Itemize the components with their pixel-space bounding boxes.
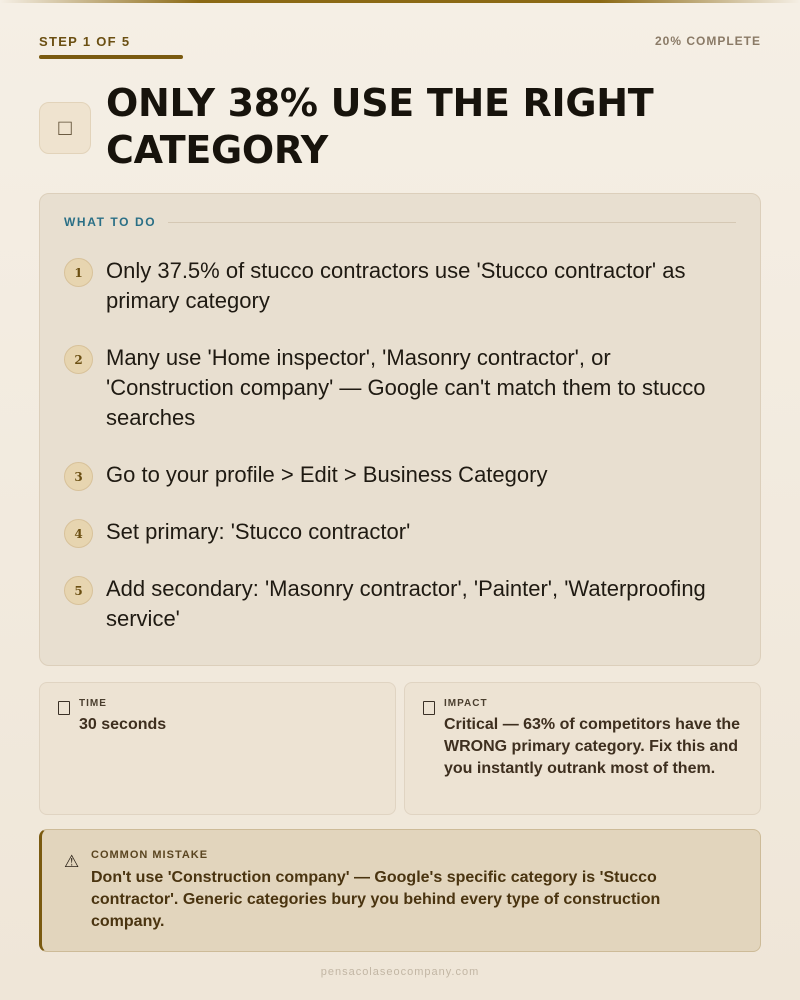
progress-bar-fill	[39, 55, 183, 59]
step-text: Only 37.5% of stucco contractors use 'Stucco contractor' as primary category	[106, 258, 686, 313]
impact-label: IMPACT	[444, 698, 488, 709]
common-mistake-callout	[39, 829, 761, 952]
section-divider	[168, 222, 736, 223]
progress-percentage: 20% COMPLETE	[654, 34, 761, 48]
time-label: TIME	[79, 698, 107, 709]
step-item	[64, 343, 724, 433]
time-value: 30 seconds	[79, 716, 167, 733]
step-text: Many use 'Home inspector', 'Masonry contractor', or 'Construction company' — Google can't match them to stucco searches	[106, 345, 706, 430]
impact-value: Critical — 63% of competitors have the WRONG primary category. Fix this and you instantly outrank most of them.	[444, 716, 741, 777]
top-accent-bar	[0, 0, 800, 3]
step-item	[64, 460, 724, 490]
step-text: Set primary: 'Stucco contractor'	[106, 519, 411, 544]
step-text: Add secondary: 'Masonry contractor', 'Painter', 'Waterproofing service'	[106, 576, 706, 631]
section-label: WHAT TO DO	[64, 215, 157, 229]
step-item	[64, 517, 724, 547]
step-item	[64, 574, 724, 634]
clock-icon	[58, 701, 70, 715]
chart-icon	[423, 701, 435, 715]
step-indicator: STEP 1 OF 5	[39, 34, 131, 49]
step-number-badge: 3	[64, 462, 93, 491]
mistake-label: COMMON MISTAKE	[91, 849, 209, 861]
step-number-badge: 4	[64, 519, 93, 548]
footer-domain: pensacolaseocompany.com	[320, 966, 480, 978]
step-number-badge: 2	[64, 345, 93, 374]
step-item	[64, 256, 724, 316]
category-icon: □	[39, 102, 91, 154]
mistake-text: Don't use 'Construction company' — Google's specific category is 'Stucco contractor'. Generic categories bury you behind every type of construction company.	[91, 869, 661, 930]
step-number-badge: 5	[64, 576, 93, 605]
card-header	[64, 215, 736, 229]
step-number-badge: 1	[64, 258, 93, 287]
page-title: ONLY 38% USE THE RIGHT CATEGORY	[106, 81, 654, 172]
step-text: Go to your profile > Edit > Business Category	[106, 462, 548, 487]
impact-card	[404, 682, 761, 815]
steps-list	[64, 256, 724, 661]
warning-icon: ⚠	[64, 852, 80, 872]
what-to-do-card	[39, 193, 761, 666]
progress-bar	[39, 55, 183, 59]
time-card	[39, 682, 396, 815]
